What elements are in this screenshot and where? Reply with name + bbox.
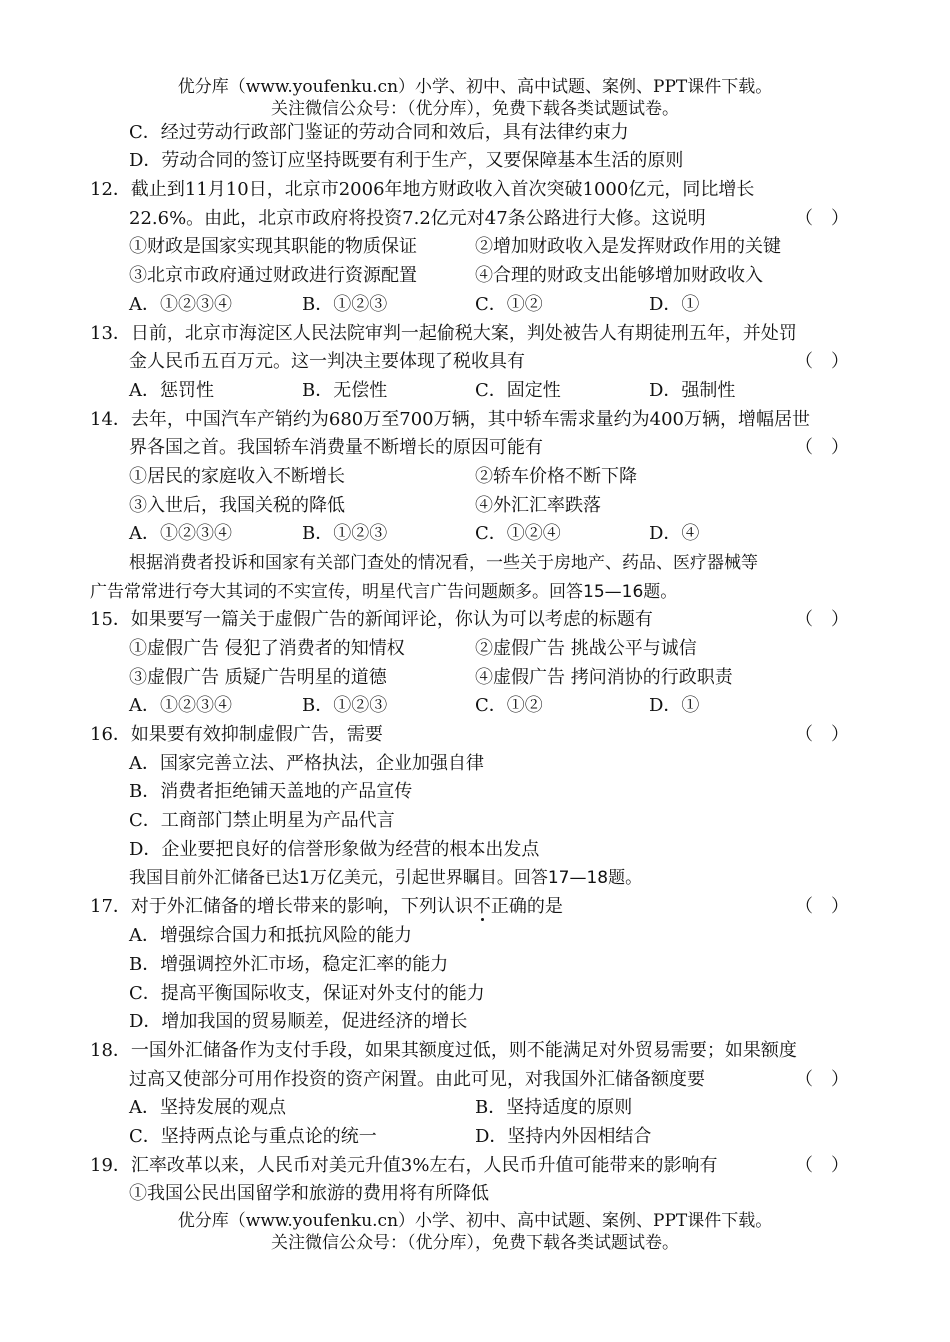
- q17-stem: [90, 893, 563, 921]
- q14-stem-line-2: 界各国之首。我国轿车消费量不断增长的原因可能有: [129, 437, 543, 458]
- q12-option-a: A．①②③④: [129, 294, 232, 315]
- q13-option-a: A．惩罚性: [129, 380, 214, 401]
- q18-stem-line-1: 18．一国外汇储备作为支付手段，如果其额度过低，则不能满足对外贸易需要；如果额度: [90, 1040, 797, 1061]
- q15-option-d: D．①: [649, 695, 700, 716]
- q17-stem-emphasis: 不: [472, 896, 491, 917]
- q15-option-c: C．①②: [475, 695, 543, 716]
- footer-line-2: 关注微信公众号：（优分库），免费下载各类试题试卷。: [271, 1233, 679, 1253]
- q17-stem-post: 正确的是: [490, 896, 563, 917]
- q15-stem: 15．如果要写一篇关于虚假广告的新闻评论，你认为可以考虑的标题有: [90, 609, 653, 630]
- q14-option-b: B．①②③: [302, 523, 388, 544]
- q15-answer-paren: （ ）: [795, 609, 849, 630]
- q18-stem-line-2: 过高又使部分可用作投资的资产闲置。由此可见，对我国外汇储备额度要: [129, 1069, 705, 1090]
- q13-stem-line-2: 金人民币五百万元。这一判决主要体现了税收具有: [129, 351, 525, 372]
- q13-answer-paren: （ ）: [795, 351, 849, 372]
- header-line-1: 优分库（www.youfenku.cn）小学、初中、高中试题、案例、PPT课件下载。: [177, 77, 773, 97]
- q16-option-a: A．国家完善立法、严格执法，企业加强自律: [129, 753, 484, 774]
- q12-option-d: D．①: [649, 294, 700, 315]
- q16-option-d: D．企业要把良好的信誉形象做为经营的根本出发点: [129, 839, 540, 860]
- q14-answer-paren: （ ）: [795, 437, 849, 458]
- q16-option-b: B．消费者拒绝铺天盖地的产品宣传: [129, 781, 413, 802]
- q15-option-a: A．①②③④: [129, 695, 232, 716]
- q14-option-d: D．④: [649, 523, 700, 544]
- q14-statement-1: ①居民的家庭收入不断增长: [129, 466, 345, 487]
- q18-option-c: C．坚持两点论与重点论的统一: [129, 1126, 377, 1147]
- q18-option-b: B．坚持适度的原则: [475, 1097, 633, 1118]
- q18-option-a: A．坚持发展的观点: [129, 1097, 286, 1118]
- material-15-16-line-1: 根据消费者投诉和国家有关部门查处的情况看，一些关于房地产、药品、医疗器械等: [129, 553, 758, 573]
- q12-stem-line-1: 12．截止到11月10日，北京市2006年地方财政收入首次突破1000亿元，同比增长: [90, 179, 755, 200]
- q17-option-d: D．增加我国的贸易顺差，促进经济的增长: [129, 1011, 468, 1032]
- q15-statement-1: ①虚假广告 侵犯了消费者的知情权: [129, 638, 405, 659]
- q12-statement-1: ①财政是国家实现其职能的物质保证: [129, 236, 417, 257]
- q14-option-c: C．①②④: [475, 523, 561, 544]
- q18-answer-paren: （ ）: [795, 1069, 849, 1090]
- q15-option-b: B．①②③: [302, 695, 388, 716]
- q13-option-c: C．固定性: [475, 380, 561, 401]
- q18-option-d: D．坚持内外因相结合: [475, 1126, 652, 1147]
- q16-answer-paren: （ ）: [795, 724, 849, 745]
- header-line-2: 关注微信公众号：（优分库），免费下载各类试题试卷。: [271, 99, 679, 119]
- q12-statement-2: ②增加财政收入是发挥财政作用的关键: [475, 236, 781, 257]
- q16-stem: 16．如果要有效抑制虚假广告，需要: [90, 724, 383, 745]
- q15-statement-2: ②虚假广告 挑战公平与诚信: [475, 638, 697, 659]
- material-15-16-line-2: 广告常常进行夸大其词的不实宣传，明星代言广告问题颇多。回答15—16题。: [90, 582, 678, 602]
- q12-option-c: C．①②: [475, 294, 543, 315]
- q13-option-b: B．无偿性: [302, 380, 388, 401]
- q19-answer-paren: （ ）: [795, 1155, 849, 1176]
- q14-statement-3: ③入世后，我国关税的降低: [129, 495, 345, 516]
- q17-option-a: A．增强综合国力和抵抗风险的能力: [129, 925, 412, 946]
- q14-statement-4: ④外汇汇率跌落: [475, 495, 601, 516]
- q15-statement-4: ④虚假广告 拷问消协的行政职责: [475, 667, 733, 688]
- q19-stem: 19．汇率改革以来，人民币对美元升值3%左右，人民币升值可能带来的影响有: [90, 1155, 718, 1176]
- q12-stem-line-2: 22.6%。由此，北京市政府将投资7.2亿元对47条公路进行大修。这说明: [129, 208, 706, 229]
- q12-option-b: B．①②③: [302, 294, 388, 315]
- footer-line-1: 优分库（www.youfenku.cn）小学、初中、高中试题、案例、PPT课件下载。: [177, 1211, 773, 1231]
- q19-statement-1: ①我国公民出国留学和旅游的费用将有所降低: [129, 1183, 489, 1204]
- q11-option-c: C．经过劳动行政部门鉴证的劳动合同和效后，具有法律约束力: [129, 122, 629, 143]
- q17-option-c: C．提高平衡国际收支，保证对外支付的能力: [129, 983, 485, 1004]
- q12-statement-4: ④合理的财政支出能够增加财政收入: [475, 265, 763, 286]
- q16-option-c: C．工商部门禁止明星为产品代言: [129, 810, 395, 831]
- q13-option-d: D．强制性: [649, 380, 736, 401]
- material-17-18: 我国目前外汇储备已达1万亿美元，引起世界瞩目。回答17—18题。: [129, 868, 643, 888]
- q15-statement-3: ③虚假广告 质疑广告明星的道德: [129, 667, 387, 688]
- q12-answer-paren: （ ）: [795, 208, 849, 229]
- q12-statement-3: ③北京市政府通过财政进行资源配置: [129, 265, 417, 286]
- q14-statement-2: ②轿车价格不断下降: [475, 466, 637, 487]
- q14-option-a: A．①②③④: [129, 523, 232, 544]
- q17-option-b: B．增强调控外汇市场，稳定汇率的能力: [129, 954, 449, 975]
- q17-stem-pre: 17．对于外汇储备的增长带来的影响，下列认识: [90, 896, 473, 917]
- q11-option-d: D．劳动合同的签订应坚持既要有利于生产，又要保障基本生活的原则: [129, 150, 684, 171]
- q17-answer-paren: （ ）: [795, 896, 849, 917]
- q13-stem-line-1: 13．日前，北京市海淀区人民法院审判一起偷税大案，判处被告人有期徒刑五年，并处罚: [90, 323, 797, 344]
- q14-stem-line-1: 14．去年，中国汽车产销约为680万至700万辆，其中轿车需求量约为400万辆，增幅居世: [90, 409, 810, 430]
